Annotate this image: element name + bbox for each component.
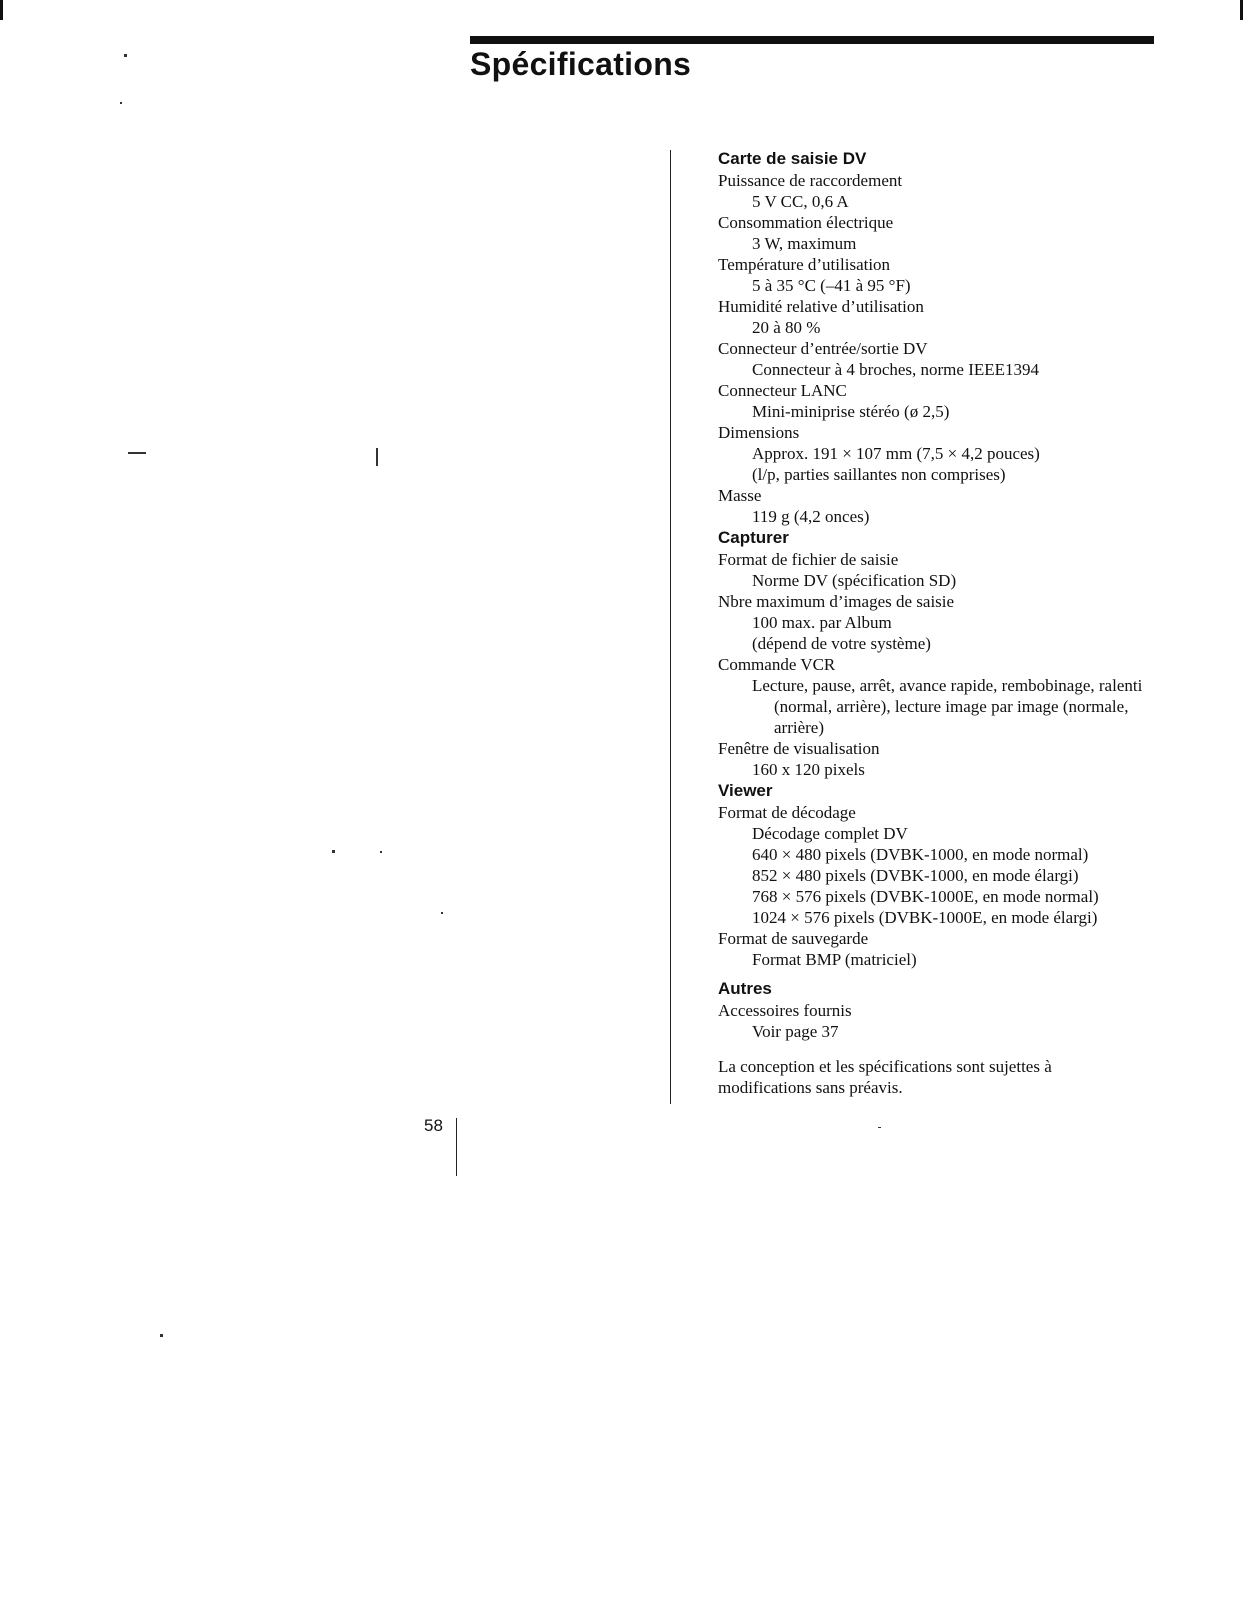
scan-speck (332, 850, 335, 853)
spec-item (718, 549, 1178, 591)
spec-value: Norme DV (spécification SD) (752, 571, 957, 590)
spec-column (718, 148, 1178, 1098)
section-heading: Viewer (718, 781, 773, 800)
spec-item (718, 654, 1178, 738)
spec-item (718, 802, 1178, 928)
spec-label: Humidité relative d’utilisation (718, 297, 924, 316)
spec-value: Connecteur à 4 broches, norme IEEE1394 (752, 360, 1040, 379)
scan-speck (160, 1334, 163, 1337)
spec-value: 640 × 480 pixels (DVBK-1000, en mode normal) (752, 845, 1089, 864)
spec-value: Mini-miniprise stéréo (ø 2,5) (752, 402, 950, 421)
section-autres (718, 978, 1178, 1042)
page-number: 58 (424, 1116, 443, 1135)
spec-value: 768 × 576 pixels (DVBK-1000E, en mode normal) (752, 887, 1099, 906)
spec-item (718, 338, 1178, 380)
spec-label: Connecteur LANC (718, 381, 847, 400)
spec-value: 852 × 480 pixels (DVBK-1000, en mode élargi) (752, 866, 1079, 885)
scan-speck (124, 54, 127, 57)
scan-speck (120, 102, 122, 104)
spec-value: (l/p, parties saillantes non comprises) (752, 465, 1006, 484)
spec-label: Fenêtre de visualisation (718, 739, 880, 758)
spec-value: 3 W, maximum (752, 234, 857, 253)
spec-item (718, 422, 1178, 485)
section-heading: Autres (718, 979, 772, 998)
spec-value: 160 x 120 pixels (752, 760, 865, 779)
spec-value: 119 g (4,2 onces) (752, 507, 870, 526)
scan-speck (128, 452, 146, 454)
scan-speck (441, 912, 443, 914)
spec-label: Dimensions (718, 423, 800, 442)
spec-label: Masse (718, 486, 762, 505)
spec-item (718, 296, 1178, 338)
spec-value: Lecture, pause, arrêt, avance rapide, rembobinage, ralenti (normal, arrière), lecture image par image (normale, arrière) (752, 676, 1143, 737)
scan-speck (376, 448, 378, 466)
spec-value: Approx. 191 × 107 mm (7,5 × 4,2 pouces) (752, 444, 1040, 463)
spec-label: Puissance de raccordement (718, 171, 903, 190)
spec-value: 5 à 35 °C (–41 à 95 °F) (752, 276, 911, 295)
section-viewer (718, 780, 1178, 970)
spec-value: Format BMP (matriciel) (752, 950, 917, 969)
spec-label: Température d’utilisation (718, 255, 891, 274)
scan-speck (878, 1127, 881, 1128)
spec-label: Format de sauvegarde (718, 929, 869, 948)
section-carte-de-saisie (718, 148, 1178, 527)
spec-item (718, 380, 1178, 422)
spec-value: (dépend de votre système) (752, 634, 931, 653)
section-heading: Capturer (718, 528, 789, 547)
section-gap (718, 970, 1178, 978)
left-edge-mark (0, 0, 3, 20)
spec-item (718, 928, 1178, 970)
spec-value: Décodage complet DV (752, 824, 908, 843)
section-heading: Carte de saisie DV (718, 149, 867, 168)
spec-label: Connecteur d’entrée/sortie DV (718, 339, 928, 358)
spec-value: 100 max. par Album (752, 613, 892, 632)
spec-item (718, 1000, 1178, 1042)
spec-item (718, 170, 1178, 212)
spec-value: Voir page 37 (752, 1022, 839, 1041)
section-capturer (718, 527, 1178, 780)
spec-item (718, 591, 1178, 654)
spec-label: Format de fichier de saisie (718, 550, 899, 569)
spec-value: 1024 × 576 pixels (DVBK-1000E, en mode élargi) (752, 908, 1098, 927)
spec-label: Consommation électrique (718, 213, 894, 232)
page-number-rule (456, 1118, 457, 1176)
page-title: Spécifications (470, 46, 692, 82)
title-rule (470, 36, 1154, 44)
spec-label: Nbre maximum d’images de saisie (718, 592, 955, 611)
spec-value: 5 V CC, 0,6 A (752, 192, 849, 211)
spec-label: Format de décodage (718, 803, 856, 822)
footnote: La conception et les spécifications sont sujettes à modifications sans préavis. (718, 1057, 1052, 1097)
spec-value: 20 à 80 % (752, 318, 821, 337)
footnote-gap (718, 1042, 1178, 1056)
spec-item (718, 254, 1178, 296)
spec-label: Commande VCR (718, 655, 836, 674)
column-rule (670, 150, 671, 1104)
scan-speck (380, 851, 382, 853)
right-edge-mark (1240, 0, 1243, 20)
spec-item (718, 485, 1178, 527)
spec-item (718, 212, 1178, 254)
spec-label: Accessoires fournis (718, 1001, 852, 1020)
spec-item (718, 738, 1178, 780)
